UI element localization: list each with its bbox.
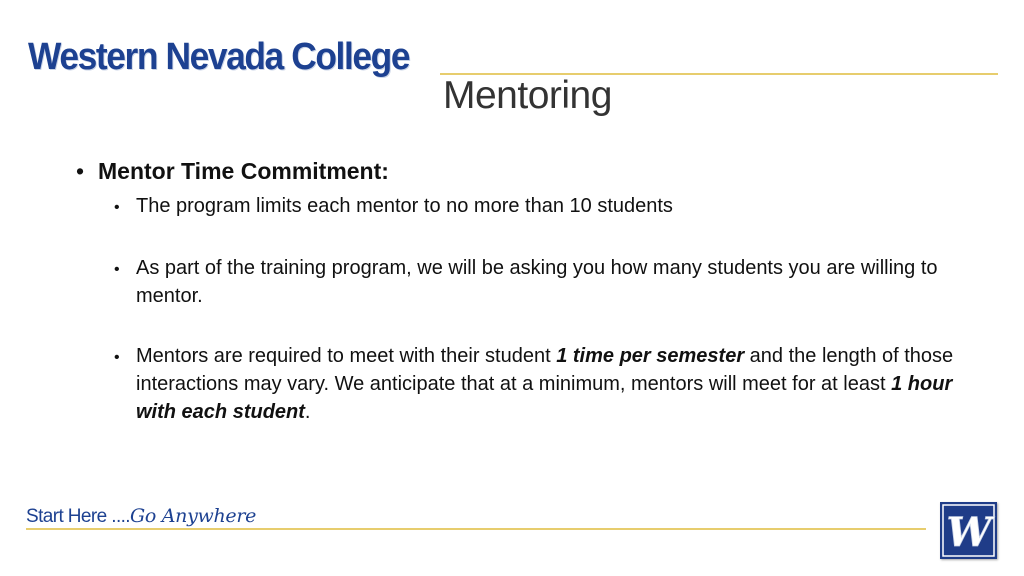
sub-bullet-3-part1: Mentors are required to meet with their student (136, 345, 557, 367)
footer-tagline (26, 505, 256, 528)
slide-title: Mentoring (443, 74, 612, 117)
emphasis-duration: 1 hour with each student (136, 373, 953, 423)
sub-bullet-2-text: As part of the training program, we will be asking you how many students you are willing to mentor. (136, 257, 938, 307)
sub-bullet-2 (114, 254, 956, 310)
bullet-heading (76, 156, 956, 186)
w-logo-letter: W (946, 509, 992, 556)
slide-content (76, 156, 956, 426)
sub-bullet-3-part3: . (304, 401, 311, 423)
w-logo-icon (940, 502, 997, 559)
sub-bullet-3-part2: and the length of those interactions may vary. We anticipate that at a minimum, mentors will meet for at least (136, 345, 954, 395)
tagline-go: Go Anywhere (129, 505, 257, 527)
college-logo: Western Nevada College (28, 36, 410, 78)
sub-bullet-1 (114, 192, 956, 222)
bullet-dot-icon: • (114, 349, 120, 366)
bullet-dot-icon: • (76, 158, 85, 184)
emphasis-frequency: 1 time per semester (556, 345, 745, 367)
sub-bullet-3 (114, 342, 956, 426)
w-logo-graphic (940, 502, 997, 559)
heading-text: Mentor Time Commitment: (98, 158, 389, 184)
bullet-dot-icon: • (114, 261, 120, 278)
bullet-dot-icon: • (114, 199, 120, 216)
footer-divider (26, 528, 926, 530)
tagline-start: Start Here .... (26, 506, 130, 527)
sub-bullet-3-text (136, 342, 956, 426)
sub-bullet-1-text: The program limits each mentor to no more than 10 students (136, 195, 673, 217)
